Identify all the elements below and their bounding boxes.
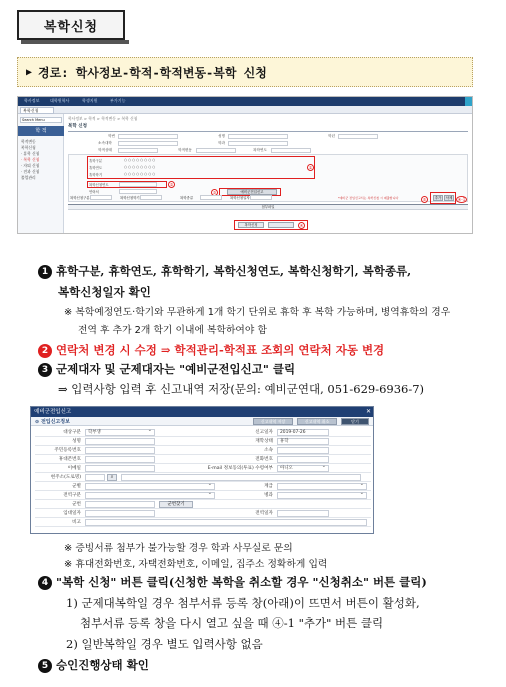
search-icon[interactable]: ⌕ — [107, 474, 117, 481]
marker-4-1: ④-1 — [457, 197, 466, 202]
step-number: 5 — [38, 659, 52, 673]
name-field[interactable] — [85, 438, 155, 445]
info-field — [196, 148, 236, 153]
form-field — [250, 195, 272, 200]
highlight-box-1 — [87, 156, 315, 179]
step-2 — [38, 342, 384, 358]
row-service-number — [35, 500, 371, 509]
dialog-title — [31, 407, 374, 417]
apply-return-button[interactable]: 복학신청 — [238, 222, 264, 228]
attachment-grid — [68, 204, 468, 218]
tel-field[interactable] — [277, 456, 329, 463]
step-text: 군제대자 및 군제대자는 "예비군전입신고" 클릭 — [56, 362, 296, 376]
field-label: 현주소(도로명) — [50, 475, 81, 480]
dept-field — [277, 447, 329, 454]
info-field — [338, 134, 378, 139]
dialog-toolbar — [31, 417, 374, 426]
field-label: 이메일 — [67, 466, 81, 471]
cancel-apply-button[interactable] — [268, 222, 294, 228]
field-label: 대상구분 — [63, 430, 81, 435]
field-label: 소속 — [264, 448, 273, 453]
row-address — [35, 473, 371, 482]
tab-return[interactable]: 복학신청 — [20, 107, 54, 114]
step-4-1b: 첨부서류 등록 창을 다시 열고 싶을 때 ④-1 "추가" 버튼 클릭 — [80, 616, 384, 630]
path-text: 경로: 학사정보-학적-학적변동-복학 신청 — [38, 65, 267, 80]
form-label: 복학신청구분 — [70, 196, 90, 200]
info-label: 학번 — [108, 134, 115, 138]
form-field — [140, 195, 162, 200]
step-text: 연락처 변경 시 수정 ⇒ 학적관리-학적표 조회의 연락처 자동 변경 — [56, 343, 385, 357]
nav-item[interactable]: 학생지원 — [82, 98, 98, 103]
report-date-field[interactable]: 2019-07-26 — [277, 429, 329, 436]
note-1a: ※ 복학예정연도·학기와 무관하게 1개 학기 단위로 휴학 후 복학 가능하며, 병역휴학의 경우 — [64, 307, 451, 318]
info-field — [271, 148, 311, 153]
step-number: 3 — [38, 363, 52, 377]
step-number: 4 — [38, 576, 52, 590]
sidebar-item[interactable]: 졸업관리 — [21, 175, 36, 180]
marker-2: ② — [169, 182, 174, 187]
info-label: 복학연도 — [253, 148, 267, 152]
field-label: 주민등록번호 — [54, 448, 81, 453]
info-field — [118, 148, 158, 153]
section-title: ⊙ 전입신고정보 — [35, 419, 70, 425]
field-label: 비고 — [72, 520, 81, 525]
find-service-number-button[interactable]: 군번찾기 — [159, 501, 193, 508]
sidebar-item[interactable]: 학적변동 — [21, 139, 36, 144]
cancel-history-button[interactable]: 신고내역 취소 — [297, 418, 337, 425]
row-id — [35, 446, 371, 455]
note-2b: ※ 휴대전화번호, 자택전화번호, 이메일, 집주소 정확하게 입력 — [64, 559, 328, 570]
note-2a: ※ 증빙서류 첨부가 불가능할 경우 학과 사무실로 문의 — [64, 543, 293, 554]
discharge-select[interactable] — [85, 492, 215, 499]
field-label: 전화번호 — [255, 457, 273, 462]
email-field[interactable] — [85, 465, 155, 472]
row-target — [35, 428, 371, 437]
field-label: 병과 — [264, 493, 273, 498]
reserve-transfer-button[interactable]: 예비군전입신고 — [227, 189, 277, 195]
form-label: 휴학구분 — [89, 159, 103, 163]
zip-field[interactable] — [85, 474, 105, 481]
note-1b: 전역 후 추가 2개 학기 이내에 복학하여야 함 — [78, 325, 267, 336]
form-label: 연락처 — [89, 190, 99, 194]
field-label: 전역일자 — [255, 511, 273, 516]
discharge-date-field[interactable] — [277, 510, 329, 517]
field-label: 성명 — [72, 439, 81, 444]
marker-4: ④ — [299, 223, 304, 228]
form-label: 복학신청연도 — [89, 183, 109, 187]
row-remarks — [35, 518, 371, 527]
step-text: 휴학구분, 휴학연도, 휴학학기, 복학신청연도, 복학신청학기, 복학종류, — [56, 264, 412, 278]
form-label: 복학신청학기 — [120, 196, 140, 200]
info-label: 학적변동 — [178, 148, 192, 152]
remarks-field[interactable] — [85, 519, 367, 526]
menu-search-input[interactable]: Search Menu — [20, 117, 62, 123]
home-icon[interactable] — [465, 97, 473, 106]
row-phone — [35, 455, 371, 464]
field-label: 군별 — [72, 484, 81, 489]
info-label: 학년 — [328, 134, 335, 138]
nav-item[interactable]: 학사정보 — [24, 98, 40, 103]
info-field — [118, 134, 178, 139]
delete-button[interactable]: 삭제 — [445, 196, 453, 200]
field-label: 입대일자 — [63, 511, 81, 516]
form-label: 휴학학기 — [89, 173, 103, 177]
info-field — [228, 134, 288, 139]
address-field[interactable] — [121, 474, 361, 481]
step-4-2: 2) 일반복학일 경우 별도 입력사항 없음 — [66, 637, 263, 651]
save-history-button[interactable]: 신고내역 저장 — [253, 418, 293, 425]
step-3 — [38, 361, 295, 377]
tab-bar — [18, 106, 473, 114]
info-field — [118, 141, 178, 146]
step-1-cont: 복학신청일자 확인 — [58, 285, 151, 299]
target-select[interactable]: 학부생 ⌄ — [85, 429, 155, 436]
sidebar-item[interactable]: · 전과 신청 — [21, 169, 40, 174]
status-field: 휴학 — [277, 438, 329, 445]
marker-3: ③ — [212, 190, 217, 195]
email-consent-select[interactable]: 아니오 ⌄ — [277, 465, 329, 472]
form-field — [200, 195, 222, 200]
service-number-field[interactable] — [85, 501, 155, 508]
step-4-1a: 1) 군제대복학일 경우 첨부서류 등록 창(아래)이 뜨면서 버튼이 활성화, — [66, 596, 420, 610]
contact-field[interactable] — [119, 182, 157, 187]
row-branch — [35, 482, 371, 491]
step-text: 승인진행상태 확인 — [56, 658, 149, 672]
sidebar-title: 학 적 — [18, 126, 64, 136]
rank-select[interactable] — [277, 483, 367, 490]
form-field — [90, 195, 112, 200]
field-label: 신고일자 — [255, 430, 273, 435]
row-discharge — [35, 491, 371, 500]
step-5 — [38, 657, 149, 673]
id-field[interactable] — [85, 447, 155, 454]
student-info — [68, 131, 468, 153]
reserve-transfer-dialog — [30, 406, 374, 534]
form-label: 휴학연도 — [89, 166, 103, 170]
mil-row — [70, 194, 470, 201]
field-label: 군번 — [72, 502, 81, 507]
notice-text: *예비군 전입신고서는 복학신청 시 제출합니다 — [338, 196, 399, 200]
sidebar-item[interactable]: · 휴학 신청 — [21, 151, 40, 156]
row-dates — [35, 509, 371, 518]
field-label: 휴대폰번호 — [58, 457, 81, 462]
info-label: 소속대학 — [98, 141, 112, 145]
step-number: 2 — [38, 344, 52, 358]
close-icon[interactable]: ✕ — [365, 408, 371, 415]
step-text: "복학 신청" 버튼 클릭(신청한 복학을 취소할 경우 "신청취소" 버튼 클릭) — [56, 575, 427, 589]
marker-5: ⑤ — [422, 197, 427, 202]
heading: 복학신청 — [17, 10, 125, 40]
section-title-text: 전입신고정보 — [40, 419, 70, 425]
path-banner — [17, 57, 473, 87]
step-4 — [38, 574, 427, 590]
form-label: 복학신청일자 — [230, 196, 250, 200]
grid-header: 첨부파일 — [68, 205, 468, 210]
field-label: 전역구분 — [63, 493, 81, 498]
marker-1: ① — [308, 165, 313, 170]
sidebar — [18, 114, 64, 234]
return-form: 휴학구분 ○ ○ ○ ○ ○ ○ ○ ○ 휴학연도 ○ ○ ○ ○ ○ ○ ○ ○ 휴학학기 ○ ○ ○ ○ ○ ○ ○ ○ ① 복학신청연도 ② 연락처 예비군전입신고 ③ — [68, 154, 468, 202]
sidebar-item[interactable]: 복학신청 — [21, 145, 36, 150]
dialog-title-text: 예비군전입신고 — [34, 409, 72, 415]
row-email — [35, 464, 371, 473]
specialty-select[interactable] — [277, 492, 367, 499]
mobile-field[interactable] — [85, 456, 155, 463]
step-3-sub: ⇒ 입력사항 입력 후 신고내역 저장(문의: 예비군연대, 051-629-6936-7) — [58, 382, 425, 396]
triangle-icon: ▶ — [26, 66, 33, 78]
close-button[interactable]: 닫기 — [341, 418, 369, 425]
sidebar-item[interactable]: · 복학 신청 — [21, 157, 40, 162]
page-title: 복학 신청 — [68, 124, 87, 129]
field-label: E-mail 정보동의(투표) 수령여부 — [207, 466, 273, 471]
info-label: 성명 — [218, 134, 225, 138]
step-1 — [38, 263, 411, 279]
enlist-date-field[interactable] — [85, 510, 155, 517]
main-area — [66, 114, 472, 234]
top-nav-bar — [18, 97, 473, 106]
screenshot-return-form — [17, 96, 473, 234]
info-label: 학적상태 — [98, 148, 112, 152]
step-number: 1 — [38, 265, 52, 279]
field-label: 계급 — [264, 484, 273, 489]
form-label: 복학종류 — [180, 196, 194, 200]
add-button[interactable]: 추가 — [434, 196, 442, 200]
info-field — [228, 141, 288, 146]
breadcrumb: 학사정보 > 학적 > 학적변동 > 복학 신청 — [68, 116, 138, 121]
nav-item[interactable]: 대학원학사 — [50, 98, 70, 103]
field-label: 재학상태 — [255, 439, 273, 444]
info-label: 학과 — [218, 141, 225, 145]
sidebar-item[interactable]: · 자퇴 신청 — [21, 163, 40, 168]
row-name — [35, 437, 371, 446]
branch-select[interactable] — [85, 483, 215, 490]
nav-item[interactable]: 부가기능 — [110, 98, 126, 103]
